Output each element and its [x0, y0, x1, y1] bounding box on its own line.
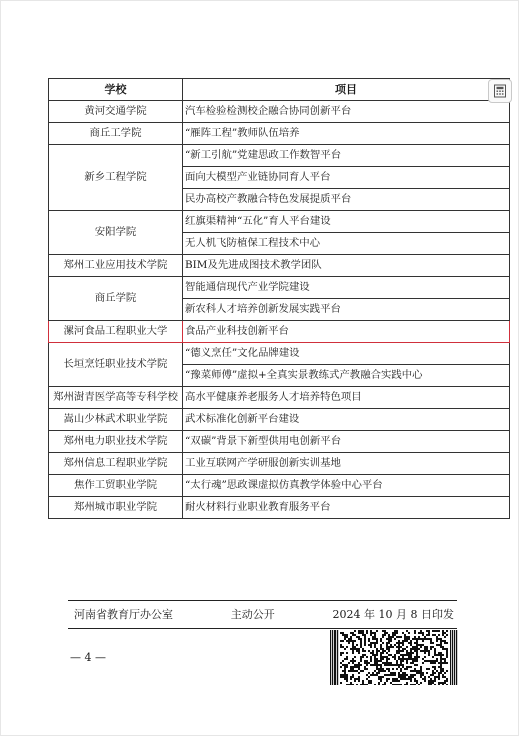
project-cell: “豫菜师傅”虚拟+全真实景教练式产教融合实践中心: [183, 365, 510, 387]
table-row: [49, 145, 510, 167]
project-cell: 耐火材料行业职业教育服务平台: [183, 497, 510, 519]
project-cell: 武术标准化创新平台建设: [183, 409, 510, 431]
table-row: [49, 497, 510, 519]
table-row: [49, 211, 510, 233]
project-cell: “德义烹任”文化品牌建设: [183, 343, 510, 365]
footer-bottom-rule: [68, 628, 457, 629]
project-cell: 汽车检验检测校企融合协同创新平台: [183, 101, 510, 123]
project-cell: 智能通信现代产业学院建设: [183, 277, 510, 299]
table-row: [49, 343, 510, 365]
table-row: [49, 431, 510, 453]
project-cell: 高水平健康养老服务人才培养特色项目: [183, 387, 510, 409]
school-cell: 焦作工贸职业学院: [49, 475, 183, 497]
qr-code-image: [330, 630, 458, 685]
project-table: [48, 78, 510, 519]
table-row: [49, 475, 510, 497]
project-cell: 面向大模型产业链协同育人平台: [183, 167, 510, 189]
project-cell: 工业互联网产学研服创新实训基地: [183, 453, 510, 475]
footer-info: [74, 605, 454, 625]
school-cell: 商丘学院: [49, 277, 183, 321]
school-cell: 郑州工业应用技术学院: [49, 255, 183, 277]
header-project: 项目: [183, 79, 510, 101]
footer-top-rule: [68, 600, 457, 601]
school-cell: 长垣烹饪职业技术学院: [49, 343, 183, 387]
project-cell: 无人机飞防植保工程技术中心: [183, 233, 510, 255]
table-row: [49, 321, 510, 343]
calculator-icon: [493, 84, 507, 98]
school-cell: 商丘工学院: [49, 123, 183, 145]
table-row: [49, 409, 510, 431]
project-cell: “雁阵工程”教师队伍培养: [183, 123, 510, 145]
footer-date: 2024 年 10 月 8 日印发: [332, 608, 454, 621]
project-cell: BIM及先进成图技术教学团队: [183, 255, 510, 277]
table-row: [49, 387, 510, 409]
table-row: [49, 453, 510, 475]
school-cell: 新乡工程学院: [49, 145, 183, 211]
page-number: — 4 —: [70, 651, 106, 664]
project-cell: 民办高校产教融合特色发展提质平台: [183, 189, 510, 211]
project-cell: 食品产业科技创新平台: [183, 321, 510, 343]
project-cell: 新农科人才培养创新发展实践平台: [183, 299, 510, 321]
project-cell: “新工引航”党建思政工作数智平台: [183, 145, 510, 167]
table-row: [49, 277, 510, 299]
school-cell: 黄河交通学院: [49, 101, 183, 123]
school-cell: 郑州电力职业技术学院: [49, 431, 183, 453]
table-row: [49, 255, 510, 277]
table-row: [49, 101, 510, 123]
side-tool-button[interactable]: [488, 79, 512, 103]
table-row: [49, 123, 510, 145]
school-cell: 郑州城市职业学院: [49, 497, 183, 519]
header-school: 学校: [49, 79, 183, 101]
project-cell: “太行魂”思政课虚拟仿真教学体验中心平台: [183, 475, 510, 497]
table-header-row: [49, 79, 510, 101]
school-cell: 安阳学院: [49, 211, 183, 255]
school-cell: 郑州信息工程职业学院: [49, 453, 183, 475]
footer-disclosure: 主动公开: [230, 608, 275, 621]
school-cell: 郑州澍青医学高等专科学校: [49, 387, 183, 409]
footer-office: 河南省教育厅办公室: [74, 608, 173, 621]
project-cell: 红旗渠精神“五化”育人平台建设: [183, 211, 510, 233]
school-cell: 漯河食品工程职业大学: [49, 321, 183, 343]
project-cell: “双碳”背景下新型供用电创新平台: [183, 431, 510, 453]
school-cell: 嵩山少林武术职业学院: [49, 409, 183, 431]
